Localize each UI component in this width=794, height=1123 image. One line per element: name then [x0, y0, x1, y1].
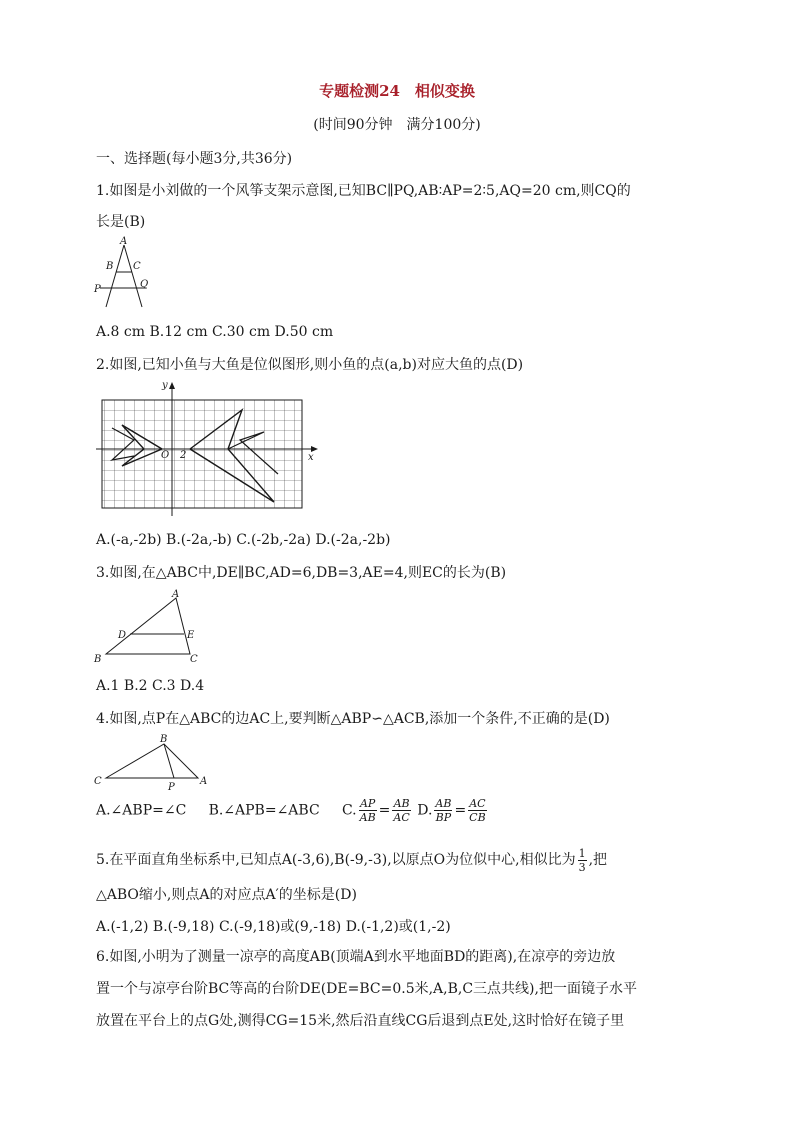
q1-stem-line1: 1.如图是小刘做的一个风筝支架示意图,已知BC∥PQ,AB∶AP=2∶5,AQ=20 cm,则CQ的: [96, 183, 631, 199]
q1-label-Q: Q: [140, 279, 149, 290]
q2-stem: 2.如图,已知小鱼与大鱼是位似图形,则小鱼的点(a,b)对应大鱼的点(D): [96, 357, 524, 373]
q1-stem-line2: 长是(B): [96, 214, 146, 230]
q2-label-2: 2: [180, 450, 187, 461]
frac-numerator: 1: [578, 846, 586, 860]
q4-option-c-fraction2: [392, 797, 410, 824]
frac-denominator: BP: [435, 811, 452, 824]
frac-denominator: AC: [393, 811, 410, 824]
q3-stem: 3.如图,在△ABC中,DE∥BC,AD=6,DB=3,AE=4,则EC的长为(B): [96, 565, 507, 581]
q4-option-c-prefix: C.: [341, 802, 357, 819]
q4-option-d-equals: =: [454, 802, 467, 819]
frac-numerator: AC: [469, 797, 486, 810]
q5-stem-line1: [96, 846, 607, 874]
q4-options: [96, 797, 489, 824]
q6-line2: 置一个与凉亭台阶BC等高的台阶DE(DE=BC=0.5米,A,B,C三点共线),把一面镜子水平: [96, 981, 637, 997]
q3-triangle-figure: [92, 588, 212, 666]
q3-label-A: A: [172, 589, 180, 600]
q3-label-D: D: [118, 630, 127, 641]
q5-stem-text-b: ,把: [588, 852, 608, 868]
q2-fish-grid-figure: [94, 380, 326, 520]
q2-label-y: y: [162, 380, 168, 391]
q4-stem: 4.如图,点P在△ABC的边AC上,要判断△ABP∽△ACB,添加一个条件,不正确的是(D): [96, 711, 610, 727]
q6-line3: 放置在平台上的点G处,测得CG=15米,然后沿直线CG后退到点E处,这时恰好在镜子里: [96, 1013, 625, 1029]
q3-options: A.1 B.2 C.3 D.4: [96, 678, 205, 694]
q5-options: A.(-1,2) B.(-9,18) C.(-9,18)或(9,-18) D.(-1,2)或(1,-2): [96, 919, 451, 935]
q1-kite-figure: [92, 236, 162, 316]
section-heading: 一、选择题(每小题3分,共36分): [96, 151, 293, 167]
q4-option-c-equals: =: [378, 802, 391, 819]
q6-line1: 6.如图,小明为了测量一凉亭的高度AB(顶端A到水平地面BD的距离),在凉亭的旁边放: [96, 949, 616, 965]
q4-label-A: A: [200, 776, 208, 787]
q3-label-E: E: [187, 630, 195, 641]
frac-denominator: AB: [359, 811, 376, 824]
q4-option-b: B.∠APB=∠ABC: [208, 802, 320, 819]
q1-label-B: B: [106, 261, 114, 272]
q4-label-P: P: [168, 782, 175, 792]
q1-label-P: P: [94, 284, 101, 295]
q3-label-C: C: [190, 654, 198, 665]
q1-label-C: C: [133, 261, 141, 272]
q4-option-d-fraction1: [434, 797, 452, 824]
q4-label-B: B: [160, 734, 168, 745]
frac-numerator: AB: [435, 797, 452, 810]
q3-label-B: B: [94, 654, 102, 665]
frac-numerator: AB: [393, 797, 410, 810]
frac-numerator: AP: [359, 797, 376, 810]
q1-label-A: A: [120, 236, 128, 247]
page-subtitle: (时间90分钟 满分100分): [313, 117, 481, 133]
q2-label-x: x: [308, 452, 314, 463]
q4-option-d-prefix: D.: [417, 802, 433, 819]
q2-label-O: O: [161, 450, 170, 461]
frac-denominator: CB: [469, 811, 486, 824]
q2-options: A.(-a,-2b) B.(-2a,-b) C.(-2b,-2a) D.(-2a,-2b): [96, 532, 391, 548]
q4-option-d-fraction2: [468, 797, 487, 824]
q5-stem-line2: △ABO缩小,则点A的对应点A′的坐标是(D): [96, 887, 357, 903]
page-title: 专题检测24 相似变换: [319, 82, 475, 100]
q5-stem-text-a: 5.在平面直角坐标系中,已知点A(-3,6),B(-9,-3),以原点O为位似中心,相似比为: [96, 852, 576, 868]
q1-options: A.8 cm B.12 cm C.30 cm D.50 cm: [96, 324, 334, 340]
q4-option-a: A.∠ABP=∠C: [96, 802, 187, 819]
q4-option-c-fraction1: [359, 797, 377, 824]
frac-denominator: 3: [578, 860, 586, 874]
q4-triangle-figure: [92, 732, 222, 792]
q4-label-C: C: [94, 776, 102, 787]
q5-ratio-fraction: [578, 847, 587, 874]
